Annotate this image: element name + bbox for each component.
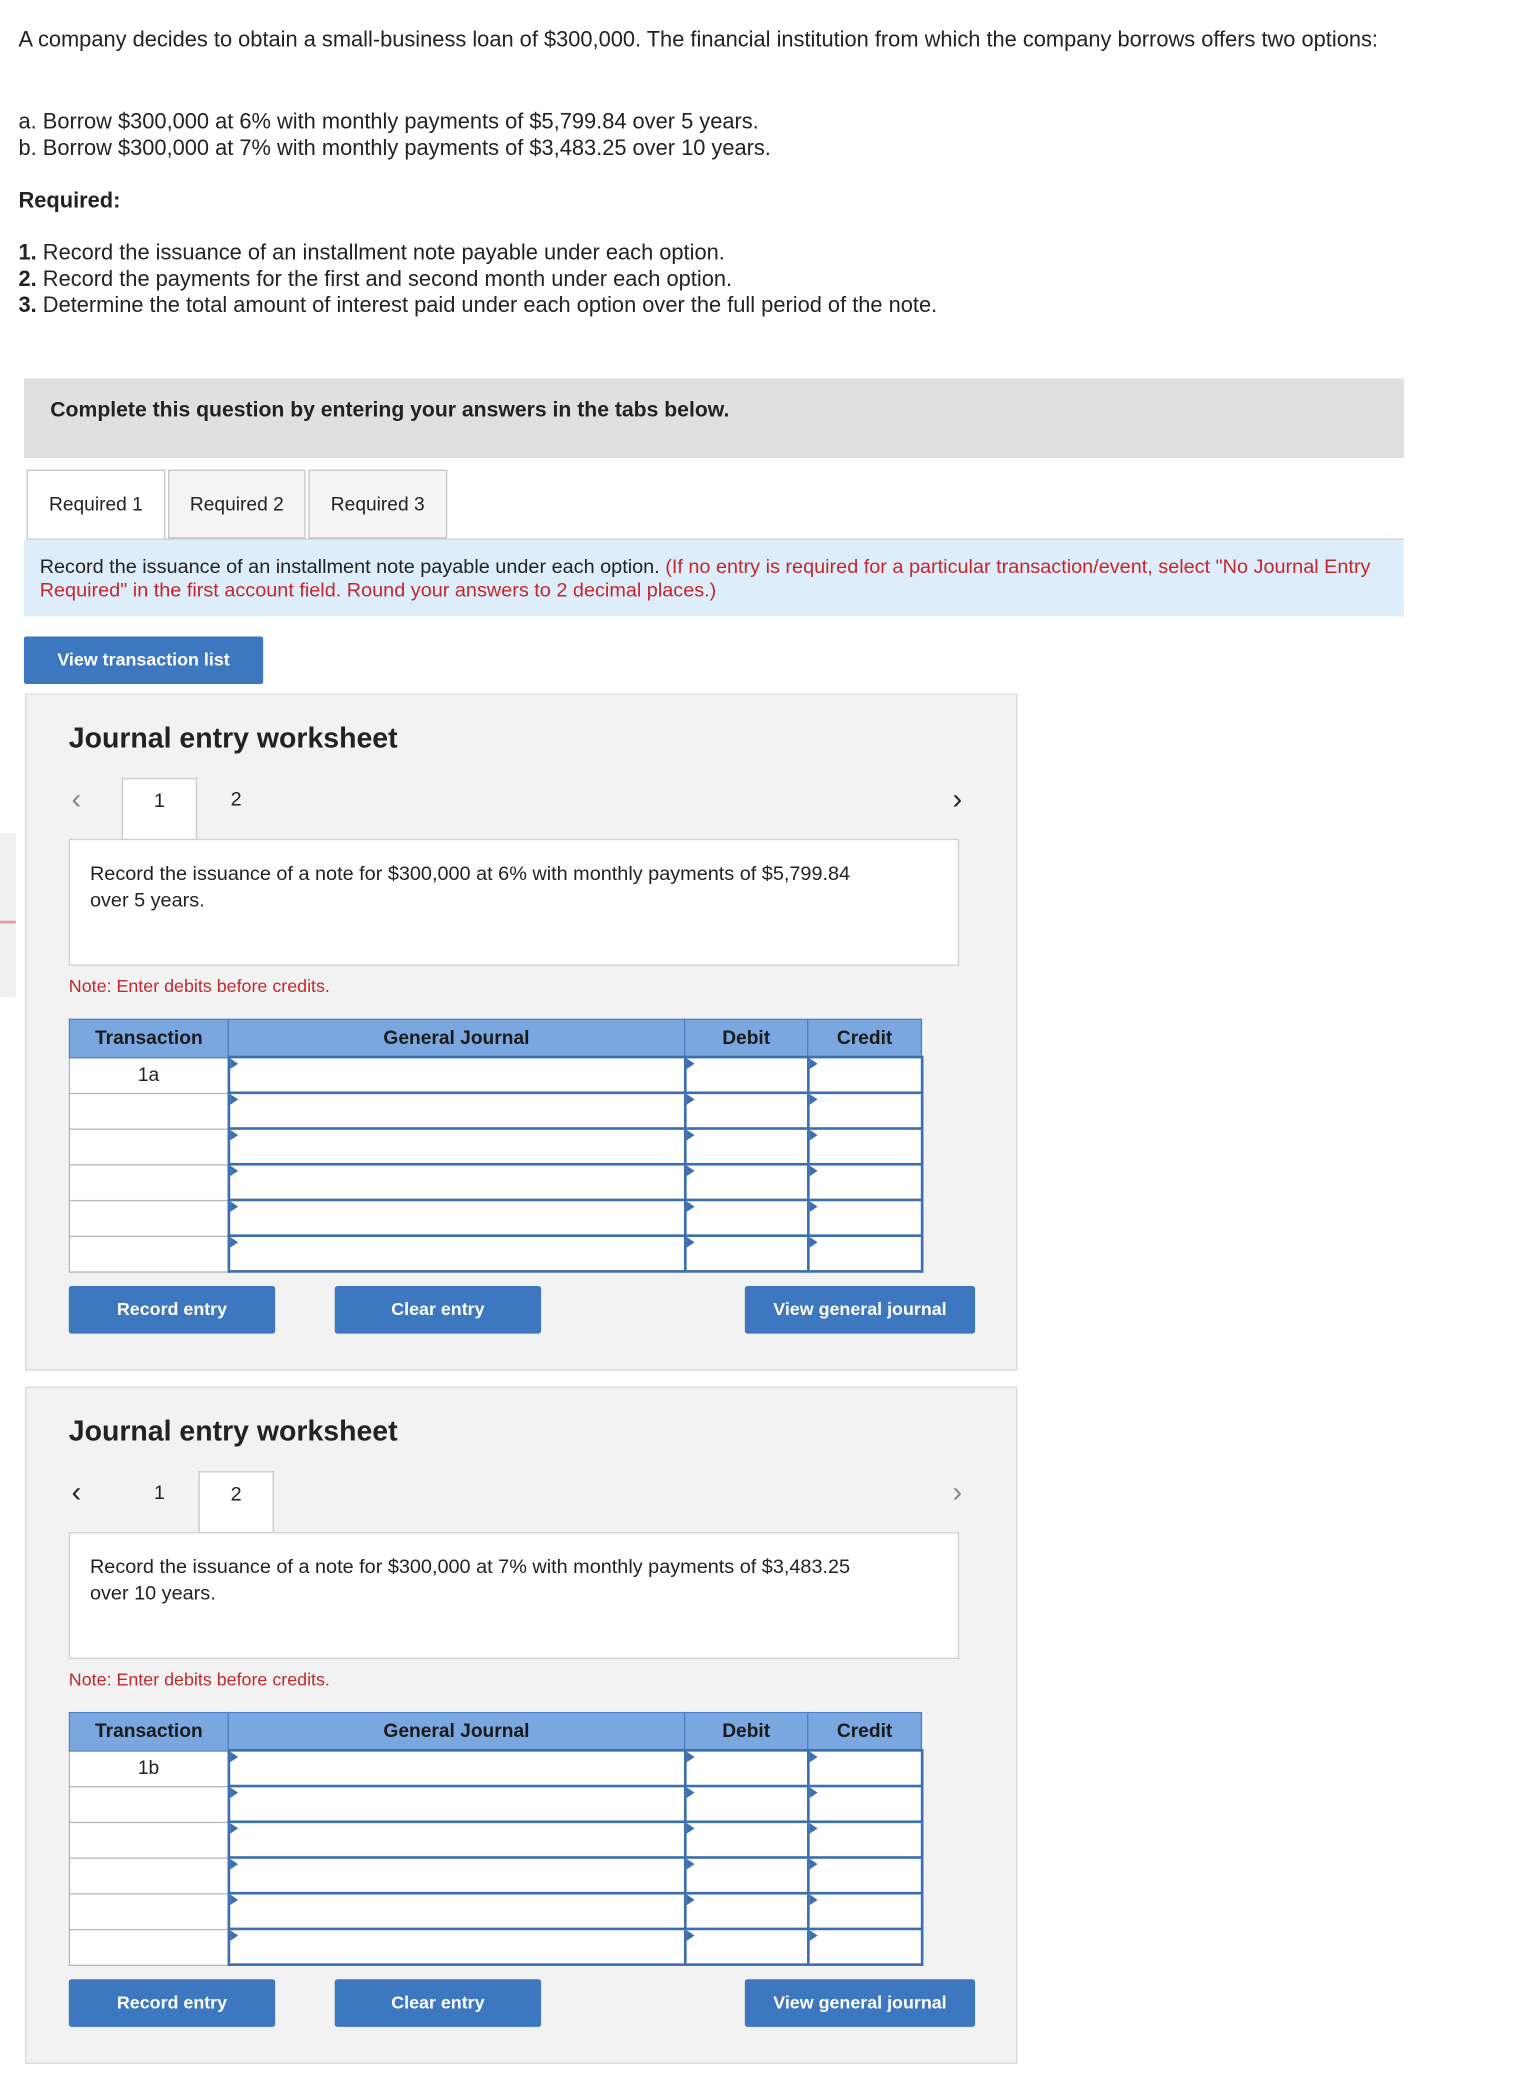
instruction-hint: (If no entry is required for a particular transaction/event, select "No Journal Entry Required" in the first account field. Round your answers to 2 decimal places.) xyxy=(39,555,1371,602)
problem-options xyxy=(19,108,771,161)
view-general-journal-button[interactable]: View general journal xyxy=(745,1979,975,2027)
tab-required-1[interactable]: Required 1 xyxy=(26,470,165,540)
debit-input[interactable] xyxy=(685,1236,808,1272)
table-row xyxy=(69,1893,921,1929)
requirement-1: 1. Record the issuance of an installment note payable under each option. xyxy=(18,240,725,265)
account-input[interactable] xyxy=(228,1129,684,1165)
account-input[interactable] xyxy=(228,1786,684,1822)
credit-input[interactable] xyxy=(808,1786,922,1822)
col-general-journal: General Journal xyxy=(228,1019,684,1057)
clear-entry-button[interactable]: Clear entry xyxy=(335,1979,541,2027)
table-row xyxy=(69,1093,921,1129)
transaction-cell xyxy=(69,1893,228,1929)
requirement-3: 3. Determine the total amount of interest paid under each option over the full period of the note. xyxy=(18,293,938,318)
table-row xyxy=(69,1236,921,1272)
transaction-cell: 1a xyxy=(69,1057,228,1093)
debit-input[interactable] xyxy=(685,1857,808,1893)
page-1-tab[interactable]: 1 xyxy=(122,778,197,839)
table-row xyxy=(69,1857,921,1893)
col-transaction: Transaction xyxy=(69,1019,228,1057)
entry-note: Note: Enter debits before credits. xyxy=(68,976,330,997)
debit-input[interactable] xyxy=(685,1822,808,1858)
credit-input[interactable] xyxy=(808,1857,922,1893)
tab-required-3[interactable]: Required 3 xyxy=(308,470,447,539)
col-general-journal: General Journal xyxy=(228,1713,684,1751)
clear-entry-button[interactable]: Clear entry xyxy=(335,1286,541,1334)
view-general-journal-button[interactable]: View general journal xyxy=(745,1286,975,1334)
debit-input[interactable] xyxy=(685,1929,808,1965)
account-input[interactable] xyxy=(228,1857,684,1893)
requirements-list xyxy=(19,239,938,318)
table-row xyxy=(69,1822,921,1858)
credit-input[interactable] xyxy=(808,1750,922,1786)
transaction-cell xyxy=(69,1200,228,1236)
debit-input[interactable] xyxy=(685,1093,808,1129)
page-2-tab[interactable]: 2 xyxy=(230,788,242,811)
table-row xyxy=(69,1786,921,1822)
record-entry-button[interactable]: Record entry xyxy=(69,1979,275,2027)
debit-input[interactable] xyxy=(685,1057,808,1093)
side-marker xyxy=(0,833,16,997)
chevron-right-icon[interactable]: › xyxy=(952,781,963,815)
transaction-cell: 1b xyxy=(69,1750,228,1786)
entry-note: Note: Enter debits before credits. xyxy=(68,1669,330,1690)
credit-input[interactable] xyxy=(808,1893,922,1929)
credit-input[interactable] xyxy=(808,1822,922,1858)
credit-input[interactable] xyxy=(808,1200,922,1236)
table-row xyxy=(69,1057,921,1093)
credit-input[interactable] xyxy=(808,1929,922,1965)
transaction-cell xyxy=(69,1857,228,1893)
account-input[interactable] xyxy=(228,1200,684,1236)
entry-description: Record the issuance of a note for $300,000 at 6% with monthly payments of $5,799.84 over 5 years. xyxy=(69,839,959,966)
debit-input[interactable] xyxy=(685,1893,808,1929)
credit-input[interactable] xyxy=(808,1093,922,1129)
entry-description: Record the issuance of a note for $300,000 at 7% with monthly payments of $3,483.25 over 10 years. xyxy=(69,1532,959,1659)
debit-input[interactable] xyxy=(685,1750,808,1786)
account-input[interactable] xyxy=(228,1236,684,1272)
required-heading: Required: xyxy=(18,189,121,214)
journal-table xyxy=(69,1712,923,1966)
debit-input[interactable] xyxy=(685,1786,808,1822)
problem-intro: A company decides to obtain a small-business loan of $300,000. The financial institution from which the company borrows offers two options: xyxy=(18,27,1378,52)
transaction-cell xyxy=(69,1929,228,1965)
journal-worksheet-1 xyxy=(25,693,1017,1370)
banner-text: Complete this question by entering your answers in the tabs below. xyxy=(50,399,730,423)
instruction-text: Record the issuance of an installment note payable under each option. (If no entry is required for a particular transaction/event, select "No Journal Entry Required" in the first account field. Round your answers to 2 decimal places.) xyxy=(39,555,1371,602)
record-entry-button[interactable]: Record entry xyxy=(69,1286,275,1334)
chevron-left-icon[interactable]: ‹ xyxy=(71,781,82,815)
table-row xyxy=(69,1750,921,1786)
tabs-banner xyxy=(24,378,1404,457)
page-2-tab[interactable]: 2 xyxy=(198,1471,273,1532)
transaction-cell xyxy=(69,1164,228,1200)
account-input[interactable] xyxy=(228,1893,684,1929)
worksheet-title: Journal entry worksheet xyxy=(68,1415,398,1448)
debit-input[interactable] xyxy=(685,1200,808,1236)
credit-input[interactable] xyxy=(808,1057,922,1093)
credit-input[interactable] xyxy=(808,1129,922,1165)
option-b: b. Borrow $300,000 at 7% with monthly payments of $3,483.25 over 10 years. xyxy=(18,136,771,161)
journal-table xyxy=(69,1019,923,1273)
view-transaction-list-button[interactable]: View transaction list xyxy=(24,636,263,684)
table-row xyxy=(69,1929,921,1965)
credit-input[interactable] xyxy=(808,1236,922,1272)
option-a: a. Borrow $300,000 at 6% with monthly payments of $5,799.84 over 5 years. xyxy=(18,109,759,134)
account-input[interactable] xyxy=(228,1164,684,1200)
col-transaction: Transaction xyxy=(69,1713,228,1751)
account-input[interactable] xyxy=(228,1750,684,1786)
table-row xyxy=(69,1129,921,1165)
transaction-cell xyxy=(69,1236,228,1272)
worksheet-title: Journal entry worksheet xyxy=(68,722,398,755)
col-debit: Debit xyxy=(685,1713,808,1751)
col-credit: Credit xyxy=(808,1713,922,1751)
transaction-cell xyxy=(69,1129,228,1165)
credit-input[interactable] xyxy=(808,1164,922,1200)
debit-input[interactable] xyxy=(685,1129,808,1165)
instruction-box xyxy=(24,540,1404,617)
chevron-left-icon[interactable]: ‹ xyxy=(71,1475,82,1509)
account-input[interactable] xyxy=(228,1929,684,1965)
journal-worksheet-2 xyxy=(25,1387,1017,2064)
account-input[interactable] xyxy=(228,1093,684,1129)
transaction-cell xyxy=(69,1822,228,1858)
page-1-tab[interactable]: 1 xyxy=(153,1481,165,1505)
col-credit: Credit xyxy=(808,1019,922,1057)
account-input[interactable] xyxy=(228,1822,684,1858)
debit-input[interactable] xyxy=(685,1164,808,1200)
table-row xyxy=(69,1164,921,1200)
chevron-right-icon[interactable]: › xyxy=(952,1475,963,1509)
transaction-cell xyxy=(69,1093,228,1129)
table-row xyxy=(69,1200,921,1236)
account-input[interactable] xyxy=(228,1057,684,1093)
transaction-cell xyxy=(69,1786,228,1822)
requirement-2: 2. Record the payments for the first and second month under each option. xyxy=(18,267,733,292)
col-debit: Debit xyxy=(685,1019,808,1057)
tab-required-2[interactable]: Required 2 xyxy=(168,470,306,539)
